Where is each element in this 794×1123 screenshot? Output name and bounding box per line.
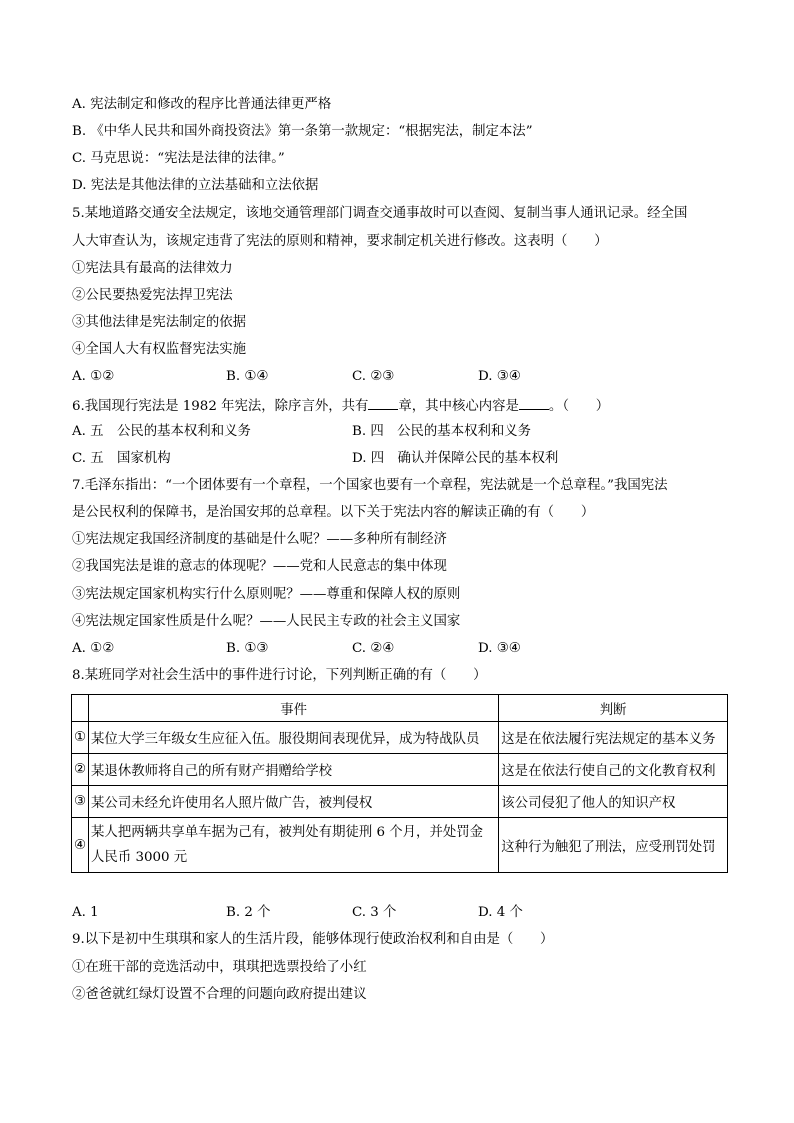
row-number: ② — [72, 754, 89, 786]
q6-stem-part2: 章，其中核心内容是 — [398, 399, 519, 414]
q6-blank-2 — [519, 396, 549, 410]
q8-option-d: D. 4 个 — [478, 905, 523, 920]
option-c: C. 马克思说：“宪法是法律的法律。” — [72, 151, 285, 166]
q5-option-b: B. ①④ — [226, 369, 269, 384]
table-row — [72, 786, 728, 818]
q9-item-2: ②爸爸就红绿灯设置不合理的问题向政府提出建议 — [72, 987, 367, 1002]
table-header-row — [72, 695, 728, 722]
row-number: ① — [72, 722, 89, 754]
table-row — [72, 722, 728, 754]
q7-option-a: A. ①② — [72, 641, 115, 656]
row-judgment: 该公司侵犯了他人的知识产权 — [499, 786, 728, 818]
row-event: 某退休教师将自己的所有财产捐赠给学校 — [89, 754, 499, 786]
table-header-event: 事件 — [89, 695, 499, 722]
q8-option-c: C. 3 个 — [352, 905, 397, 920]
q7-item-1: ①宪法规定我国经济制度的基础是什么呢？——多种所有制经济 — [72, 532, 447, 547]
q7-option-c: C. ②④ — [352, 641, 395, 656]
row-judgment: 这种行为触犯了刑法，应受刑罚处罚 — [499, 818, 728, 873]
table-header-judgment: 判断 — [499, 695, 728, 722]
q5-item-2: ②公民要热爱宪法捍卫宪法 — [72, 288, 233, 303]
option-a: A. 宪法制定和修改的程序比普通法律更严格 — [72, 97, 332, 112]
q7-item-2: ②我国宪法是谁的意志的体现呢？——党和人民意志的集中体现 — [72, 559, 447, 574]
q7-item-4: ④宪法规定国家性质是什么呢？——人民民主专政的社会主义国家 — [72, 614, 461, 629]
row-event: 某人把两辆共享单车据为己有，被判处有期徒刑 6 个月，并处罚金人民币 3000 元 — [89, 818, 499, 873]
row-number: ④ — [72, 818, 89, 873]
q7-option-b: B. ①③ — [226, 641, 269, 656]
row-judgment: 这是在依法行使自己的文化教育权利 — [499, 754, 728, 786]
q5-item-4: ④全国人大有权监督宪法实施 — [72, 342, 247, 357]
q6-option-a: A. 五 公民的基本权利和义务 — [72, 424, 251, 439]
table-header-num — [72, 695, 89, 722]
q6-option-d: D. 四 确认并保障公民的基本权利 — [352, 451, 559, 466]
q7-stem-line2: 是公民权利的保障书，是治国安邦的总章程。以下关于宪法内容的解读正确的有（ ） — [72, 505, 595, 520]
q8-option-a: A. 1 — [72, 905, 99, 920]
q7-option-d: D. ③④ — [478, 641, 521, 656]
table-row — [72, 818, 728, 873]
q6-stem-part1: 6.我国现行宪法是 1982 年宪法，除序言外，共有 — [72, 399, 369, 414]
q6-option-c: C. 五 国家机构 — [72, 451, 171, 466]
q5-option-c: C. ②③ — [352, 369, 395, 384]
row-event: 某位大学三年级女生应征入伍。服役期间表现优异，成为特战队员 — [89, 722, 499, 754]
q6-option-b: B. 四 公民的基本权利和义务 — [352, 424, 532, 439]
q8-option-b: B. 2 个 — [226, 905, 271, 920]
q6-stem — [72, 396, 609, 416]
q5-option-d: D. ③④ — [478, 369, 521, 384]
q5-option-a: A. ①② — [72, 369, 115, 384]
option-d: D. 宪法是其他法律的立法基础和立法依据 — [72, 178, 319, 193]
q9-item-1: ①在班干部的竞选活动中，琪琪把选票投给了小红 — [72, 960, 367, 975]
q8-stem: 8.某班同学对社会生活中的事件进行讨论，下列判断正确的有（ ） — [72, 668, 487, 683]
q5-item-1: ①宪法具有最高的法律效力 — [72, 261, 233, 276]
q5-stem-line2: 人大审查认为，该规定违背了宪法的原则和精神，要求制定机关进行修改。这表明（ ） — [72, 234, 608, 249]
row-event: 某公司未经允许使用名人照片做广告，被判侵权 — [89, 786, 499, 818]
events-table — [71, 694, 728, 873]
row-judgment: 这是在依法履行宪法规定的基本义务 — [499, 722, 728, 754]
q7-item-3: ③宪法规定国家机构实行什么原则呢？——尊重和保障人权的原则 — [72, 587, 461, 602]
option-b: B. 《中华人民共和国外商投资法》第一条第一款规定：“根据宪法，制定本法” — [72, 124, 533, 139]
q5-stem-line1: 5.某地道路交通安全法规定，该地交通管理部门调查交通事故时可以查阅、复制当事人通讯记录。经全国 — [72, 206, 688, 221]
row-number: ③ — [72, 786, 89, 818]
q9-stem: 9.以下是初中生琪琪和家人的生活片段，能够体现行使政治权利和自由是（ ） — [72, 932, 554, 947]
table-row — [72, 754, 728, 786]
q7-stem-line1: 7.毛泽东指出：“一个团体要有一个章程，一个国家也要有一个章程，宪法就是一个总章程。”我国宪法 — [72, 478, 668, 493]
q5-item-3: ③其他法律是宪法制定的依据 — [72, 315, 247, 330]
q6-blank-1 — [368, 396, 398, 410]
q6-stem-part3: 。（ ） — [548, 399, 610, 414]
